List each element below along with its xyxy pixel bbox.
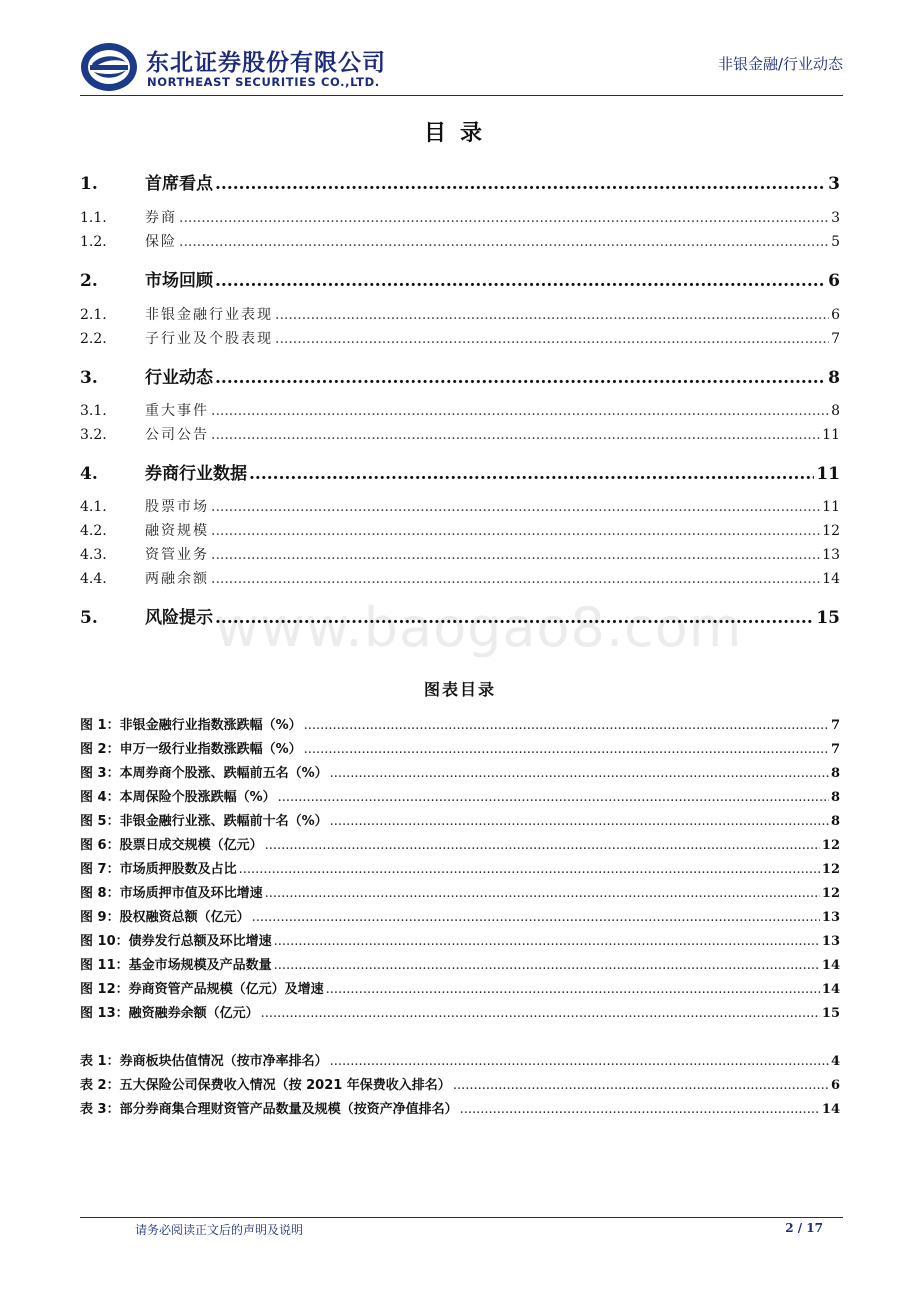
toc-page: 15 — [816, 608, 840, 628]
toc-number: 4.1. — [80, 499, 107, 515]
company-name-cn: 东北证券股份有限公司 — [146, 50, 386, 76]
figure-entry[interactable] — [80, 954, 840, 972]
toc-title-text: 融资规模 — [145, 523, 209, 539]
watermark: www.baogao8.com — [215, 596, 743, 659]
toc-number: 2. — [80, 271, 98, 291]
dot-leader — [453, 1078, 829, 1093]
dot-leader — [304, 718, 829, 733]
figure-label: 图 5：非银金融行业涨、跌幅前十名（%） — [80, 814, 328, 829]
figure-entry[interactable] — [80, 834, 840, 852]
figure-index-heading: 图表目录 — [423, 680, 496, 699]
figure-page: 12 — [821, 862, 840, 877]
toc-number: 5. — [80, 608, 98, 628]
table-label: 表 3：部分券商集合理财资管产品数量及规模（按资产净值排名） — [80, 1102, 458, 1117]
figure-page: 12 — [821, 838, 840, 853]
toc-entry[interactable] — [80, 496, 840, 516]
figure-entry[interactable] — [80, 906, 840, 924]
toc-entry[interactable] — [80, 328, 840, 348]
figure-page: 8 — [830, 790, 840, 805]
toc-entry[interactable] — [80, 459, 840, 483]
header-divider — [80, 95, 843, 96]
dot-leader — [179, 210, 829, 226]
toc-page: 6 — [828, 271, 840, 291]
toc-title-text: 风险提示 — [145, 608, 213, 628]
dot-leader — [304, 742, 829, 757]
figure-label: 图 12：券商资管产品规模（亿元）及增速 — [80, 982, 324, 997]
toc-page: 7 — [831, 331, 840, 347]
figure-label: 图 1：非银金融行业指数涨跌幅（%） — [80, 718, 302, 733]
toc-number: 1.1. — [80, 210, 107, 226]
toc-page: 14 — [822, 571, 840, 587]
toc-title-text: 两融余额 — [145, 571, 209, 587]
figure-label: 图 8：市场质押市值及环比增速 — [80, 886, 263, 901]
toc-title-text: 保险 — [145, 234, 177, 250]
toc-entry[interactable] — [80, 424, 840, 444]
toc-title-text: 子行业及个股表现 — [145, 331, 273, 347]
figure-page: 14 — [821, 958, 840, 973]
toc-number: 3. — [80, 368, 98, 388]
figure-label: 图 10：债券发行总额及环比增速 — [80, 934, 272, 949]
toc-entry[interactable] — [80, 304, 840, 324]
figure-entry[interactable] — [80, 714, 840, 732]
toc-title-text: 重大事件 — [145, 403, 209, 419]
table-page: 6 — [830, 1078, 840, 1093]
table-entry[interactable] — [80, 1050, 840, 1068]
dot-leader — [179, 234, 829, 250]
footer-disclaimer: 请务必阅读正文后的声明及说明 — [135, 1223, 304, 1237]
table-entry[interactable] — [80, 1098, 840, 1116]
table-page: 14 — [821, 1102, 840, 1117]
dot-leader — [215, 608, 814, 628]
figure-page: 7 — [830, 718, 840, 733]
figure-label: 图 11：基金市场规模及产品数量 — [80, 958, 272, 973]
toc-page: 13 — [822, 547, 840, 563]
dot-leader — [211, 499, 820, 515]
figure-page: 12 — [821, 886, 840, 901]
toc-page: 8 — [828, 368, 840, 388]
toc-entry[interactable] — [80, 266, 840, 290]
figure-entry[interactable] — [80, 978, 840, 996]
company-logo-icon — [80, 42, 138, 92]
toc-entry[interactable] — [80, 544, 840, 564]
table-page: 4 — [830, 1054, 840, 1069]
figure-page: 8 — [830, 814, 840, 829]
dot-leader — [215, 174, 826, 194]
figure-label: 图 4：本周保险个股涨跌幅（%） — [80, 790, 276, 805]
dot-leader — [460, 1102, 820, 1117]
page-header — [80, 36, 843, 96]
figure-page: 14 — [821, 982, 840, 997]
dot-leader — [261, 1006, 820, 1021]
figure-entry[interactable] — [80, 858, 840, 876]
report-category: 非银金融/行业动态 — [717, 55, 843, 73]
toc-title-text: 资管业务 — [145, 547, 209, 563]
figure-page: 7 — [830, 742, 840, 757]
figure-entry[interactable] — [80, 1002, 840, 1020]
toc-number: 1. — [80, 174, 98, 194]
toc-page: 6 — [831, 307, 840, 323]
toc-number: 2.2. — [80, 331, 107, 347]
dot-leader — [275, 307, 829, 323]
figure-entry[interactable] — [80, 762, 840, 780]
figure-label: 图 13：融资融券余额（亿元） — [80, 1006, 259, 1021]
toc-title-text: 市场回顾 — [145, 271, 213, 291]
dot-leader — [239, 862, 820, 877]
dot-leader — [211, 427, 820, 443]
toc-number: 3.2. — [80, 427, 107, 443]
toc-page: 3 — [828, 174, 840, 194]
dot-leader — [215, 368, 826, 388]
toc-title-text: 股票市场 — [145, 499, 209, 515]
toc-entry[interactable] — [80, 568, 840, 588]
dot-leader — [274, 934, 820, 949]
footer-divider — [80, 1217, 843, 1218]
toc-number: 3.1. — [80, 403, 107, 419]
toc-number: 4.2. — [80, 523, 107, 539]
figure-label: 图 2：申万一级行业指数涨跌幅（%） — [80, 742, 302, 757]
toc-page: 11 — [816, 464, 840, 484]
toc-title: 目录 — [423, 121, 496, 146]
dot-leader — [265, 838, 820, 853]
toc-number: 4.4. — [80, 571, 107, 587]
toc-title-text: 券商行业数据 — [145, 464, 247, 484]
figure-label: 图 9：股权融资总额（亿元） — [80, 910, 250, 925]
toc-title-text: 首席看点 — [145, 174, 213, 194]
dot-leader — [326, 982, 820, 997]
toc-title-text: 非银金融行业表现 — [145, 307, 273, 323]
figure-label: 图 6：股票日成交规模（亿元） — [80, 838, 263, 853]
dot-leader — [330, 766, 829, 781]
figure-label: 图 7：市场质押股数及占比 — [80, 862, 237, 877]
toc-entry[interactable] — [80, 207, 840, 227]
toc-title-text: 公司公告 — [145, 427, 209, 443]
figure-entry[interactable] — [80, 882, 840, 900]
dot-leader — [330, 814, 829, 829]
dot-leader — [211, 403, 829, 419]
toc-entry[interactable] — [80, 520, 840, 540]
dot-leader — [274, 958, 820, 973]
toc-entry[interactable] — [80, 363, 840, 387]
toc-entry[interactable] — [80, 169, 840, 193]
dot-leader — [252, 910, 820, 925]
toc-page: 8 — [831, 403, 840, 419]
dot-leader — [278, 790, 829, 805]
dot-leader — [265, 886, 820, 901]
toc-entry[interactable] — [80, 231, 840, 251]
table-label: 表 1：券商板块估值情况（按市净率排名） — [80, 1054, 328, 1069]
company-name-en: NORTHEAST SECURITIES CO.,LTD. — [147, 75, 380, 89]
dot-leader — [211, 523, 820, 539]
dot-leader — [330, 1054, 829, 1069]
toc-number: 1.2. — [80, 234, 107, 250]
dot-leader — [275, 331, 829, 347]
toc-page: 11 — [822, 499, 840, 515]
figure-entry[interactable] — [80, 786, 840, 804]
toc-number: 4. — [80, 464, 98, 484]
toc-title-text: 行业动态 — [145, 368, 213, 388]
toc-page: 5 — [831, 234, 840, 250]
toc-number: 4.3. — [80, 547, 107, 563]
figure-page: 13 — [821, 934, 840, 949]
figure-entry[interactable] — [80, 930, 840, 948]
dot-leader — [249, 464, 814, 484]
toc-page: 3 — [831, 210, 840, 226]
toc-page: 12 — [822, 523, 840, 539]
dot-leader — [215, 271, 826, 291]
toc-title-text: 券商 — [145, 210, 177, 226]
figure-label: 图 3：本周券商个股涨、跌幅前五名（%） — [80, 766, 328, 781]
toc-entry[interactable] — [80, 400, 840, 420]
figure-entry[interactable] — [80, 738, 840, 756]
toc-page: 11 — [822, 427, 840, 443]
dot-leader — [211, 547, 820, 563]
figure-page: 13 — [821, 910, 840, 925]
page-number: 2 / 17 — [785, 1221, 823, 1235]
table-label: 表 2：五大保险公司保费收入情况（按 2021 年保费收入排名） — [80, 1078, 451, 1093]
toc-entry[interactable] — [80, 603, 840, 627]
dot-leader — [211, 571, 820, 587]
figure-page: 8 — [830, 766, 840, 781]
figure-entry[interactable] — [80, 810, 840, 828]
toc-number: 2.1. — [80, 307, 107, 323]
table-entry[interactable] — [80, 1074, 840, 1092]
figure-page: 15 — [821, 1006, 840, 1021]
